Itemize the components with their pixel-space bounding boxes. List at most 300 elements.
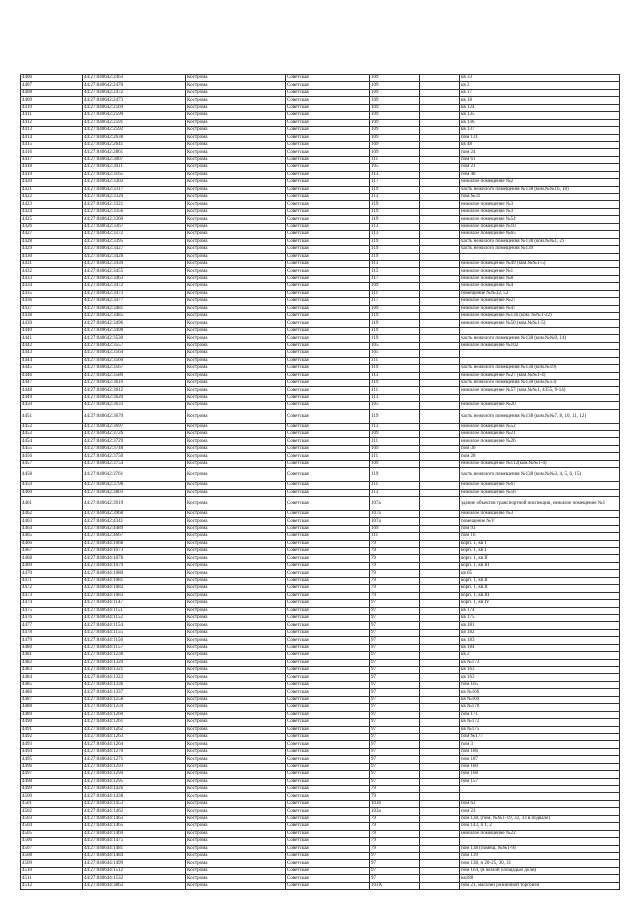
row-number-cell: 4461 — [21, 496, 83, 510]
city-cell: Кострома — [186, 562, 286, 569]
city-cell: Кострома — [186, 246, 286, 253]
empty-cell — [420, 592, 460, 599]
premises-cell — [460, 253, 620, 260]
row-number-cell: 4499 — [21, 786, 83, 793]
city-cell: Кострома — [186, 156, 286, 163]
row-number-cell: 4481 — [21, 652, 83, 659]
cadastral-number-cell: 44:27:040644:1264 — [83, 741, 186, 748]
cadastral-number-cell: 44:27:040642:3566 — [83, 357, 186, 364]
cadastral-number-cell: 44:27:040642:3367 — [83, 223, 186, 230]
cadastral-number-cell: 44:27:040642:2472 — [83, 89, 186, 96]
premises-cell: пом 23 — [460, 808, 620, 815]
empty-cell — [420, 510, 460, 517]
empty-cell — [420, 283, 460, 290]
row-number-cell: 4430 — [21, 253, 83, 260]
premises-cell: кв 136 — [460, 119, 620, 126]
street-cell: Советская — [286, 89, 370, 96]
house-number-cell: 97 — [370, 644, 420, 651]
house-number-cell: 113 — [370, 260, 420, 267]
street-cell: Советская — [286, 127, 370, 134]
table-row — [21, 793, 620, 800]
table-row — [21, 860, 620, 867]
street-cell: Советская — [286, 867, 370, 874]
row-number-cell: 4463 — [21, 518, 83, 525]
cadastral-number-cell: 44:27:040642:3481 — [83, 305, 186, 312]
empty-cell — [420, 577, 460, 584]
premises-cell: пом 61 — [460, 156, 620, 163]
street-cell: Советская — [286, 577, 370, 584]
cadastral-number-cell: 44:27:040642:3477 — [83, 298, 186, 305]
empty-cell — [420, 674, 460, 681]
row-number-cell: 4470 — [21, 570, 83, 577]
city-cell: Кострома — [186, 808, 286, 815]
city-cell: Кострома — [186, 786, 286, 793]
street-cell: Советская — [286, 629, 370, 636]
street-cell: Советская — [286, 756, 370, 763]
house-number-cell: 97 — [370, 778, 420, 785]
empty-cell — [420, 607, 460, 614]
empty-cell — [420, 156, 460, 163]
cadastral-number-cell: 44:27:040644:1481 — [83, 845, 186, 852]
cadastral-number-cell: 44:27:040642:3726 — [83, 431, 186, 438]
row-number-cell: 4510 — [21, 867, 83, 874]
house-number-cell: 109 — [370, 525, 420, 532]
house-number-cell: 119 — [370, 238, 420, 245]
empty-cell — [420, 216, 460, 223]
house-number-cell: 79 — [370, 562, 420, 569]
premises-cell: пом №177 — [460, 733, 620, 740]
table-row — [21, 622, 620, 629]
row-number-cell: 4508 — [21, 852, 83, 859]
row-number-cell: 4429 — [21, 246, 83, 253]
house-number-cell: 97 — [370, 704, 420, 711]
cadastral-number-cell: 44:27:040642:3670 — [83, 409, 186, 423]
table-row — [21, 468, 620, 482]
house-number-cell: 109 — [370, 104, 420, 111]
premises-cell: нежилое помещение №1 — [460, 268, 620, 275]
table-row — [21, 778, 620, 785]
premises-cell: пом 30 — [460, 445, 620, 452]
empty-cell — [420, 845, 460, 852]
premises-cell: нежилое помещение №10 — [460, 223, 620, 230]
house-number-cell: 79 — [370, 548, 420, 555]
house-number-cell: 79 — [370, 845, 420, 852]
street-cell: Советская — [286, 652, 370, 659]
empty-cell — [420, 800, 460, 807]
house-number-cell: 109 — [370, 283, 420, 290]
street-cell: Советская — [286, 704, 370, 711]
premises-cell: кв 18 — [460, 97, 620, 104]
house-number-cell: 97 — [370, 852, 420, 859]
cadastral-number-cell: 44:27:040642:2641 — [83, 141, 186, 148]
house-number-cell: 113 — [370, 423, 420, 430]
street-cell: Советская — [286, 313, 370, 320]
table-row — [21, 875, 620, 882]
house-number-cell: 119 — [370, 379, 420, 386]
table-row — [21, 741, 620, 748]
table-row — [21, 570, 620, 577]
empty-cell — [420, 231, 460, 238]
cadastral-number-cell: 44:27:040644:1512 — [83, 867, 186, 874]
premises-cell: пом 21, магазин розничной торговли — [460, 882, 620, 889]
empty-cell — [420, 305, 460, 312]
row-number-cell: 4483 — [21, 667, 83, 674]
cadastral-number-cell: 44:27:040642:3633 — [83, 402, 186, 409]
premises-cell: нежилое помещение №54 — [460, 216, 620, 223]
row-number-cell: 4443 — [21, 350, 83, 357]
table-row — [21, 800, 620, 807]
table-row — [21, 852, 620, 859]
empty-cell — [420, 681, 460, 688]
premises-cell: нежилое помещение №112(ком.№№1-4) — [460, 460, 620, 467]
empty-cell — [420, 830, 460, 837]
cadastral-number-cell: 44:27:040642:3610 — [83, 379, 186, 386]
row-number-cell: 4441 — [21, 335, 83, 342]
street-cell: Советская — [286, 379, 370, 386]
table-row — [21, 394, 620, 401]
table-row — [21, 350, 620, 357]
empty-cell — [420, 438, 460, 445]
house-number-cell: 109 — [370, 75, 420, 82]
city-cell: Кострома — [186, 350, 286, 357]
cadastral-number-cell: 44:27:040644:1322 — [83, 674, 186, 681]
house-number-cell: 119 — [370, 208, 420, 215]
city-cell: Кострома — [186, 365, 286, 372]
street-cell: Советская — [286, 275, 370, 282]
premises-cell: кв 182 — [460, 629, 620, 636]
premises-cell: кв 135 — [460, 112, 620, 119]
city-cell: Кострома — [186, 342, 286, 349]
street-cell: Советская — [286, 223, 370, 230]
house-number-cell: 97 — [370, 867, 420, 874]
table-row — [21, 194, 620, 201]
row-number-cell: 4475 — [21, 607, 83, 614]
cadastral-number-cell: 44:27:040642:3496 — [83, 320, 186, 327]
empty-cell — [420, 614, 460, 621]
row-number-cell: 4407 — [21, 82, 83, 89]
cadastral-number-cell: 44:27:040642:3919 — [83, 496, 186, 510]
row-number-cell: 4494 — [21, 748, 83, 755]
house-number-cell: 107а — [370, 496, 420, 510]
row-number-cell: 4492 — [21, 733, 83, 740]
city-cell: Кострома — [186, 149, 286, 156]
city-cell: Кострома — [186, 592, 286, 599]
table-row — [21, 223, 620, 230]
cadastral-number-cell: 44:27:040644:1259 — [83, 704, 186, 711]
table-row — [21, 533, 620, 540]
table-row — [21, 313, 620, 320]
cadastral-number-cell: 44:27:040644:1336 — [83, 681, 186, 688]
premises-cell: пом 93 — [460, 525, 620, 532]
city-cell: Кострома — [186, 778, 286, 785]
city-cell: Кострома — [186, 756, 286, 763]
empty-cell — [420, 600, 460, 607]
street-cell: Советская — [286, 231, 370, 238]
cadastral-number-cell: 44:27:040642:3557 — [83, 342, 186, 349]
table-row — [21, 201, 620, 208]
street-cell: Советская — [286, 845, 370, 852]
city-cell: Кострома — [186, 674, 286, 681]
table-row — [21, 748, 620, 755]
empty-cell — [420, 409, 460, 423]
table-row — [21, 275, 620, 282]
premises-cell — [460, 357, 620, 364]
empty-cell — [420, 525, 460, 532]
row-number-cell: 4477 — [21, 622, 83, 629]
empty-cell — [420, 756, 460, 763]
premises-cell: нежилое помещение №27 (ком.№№1-4) — [460, 372, 620, 379]
table-row — [21, 283, 620, 290]
row-number-cell: 4406 — [21, 75, 83, 82]
house-number-cell: 97 — [370, 667, 420, 674]
table-row — [21, 756, 620, 763]
premises-cell: кв 163 — [460, 667, 620, 674]
house-number-cell: 97 — [370, 771, 420, 778]
city-cell: Кострома — [186, 409, 286, 423]
table-row — [21, 667, 620, 674]
city-cell: Кострома — [186, 313, 286, 320]
city-cell: Кострома — [186, 748, 286, 755]
row-number-cell: 4426 — [21, 223, 83, 230]
street-cell: Советская — [286, 327, 370, 334]
cadastral-number-cell: 44:27:040642:2591 — [83, 119, 186, 126]
cadastral-number-cell: 44:27:040642:3612 — [83, 387, 186, 394]
house-number-cell: 119 — [370, 327, 420, 334]
street-cell: Советская — [286, 75, 370, 82]
street-cell: Советская — [286, 830, 370, 837]
empty-cell — [420, 838, 460, 845]
cadastral-number-cell: 44:27:040642:3007 — [83, 156, 186, 163]
empty-cell — [420, 431, 460, 438]
city-cell: Кострома — [186, 577, 286, 584]
table-row — [21, 186, 620, 193]
table-row — [21, 357, 620, 364]
row-number-cell: 4454 — [21, 438, 83, 445]
premises-cell: нежилое помещение №50 (ком.№№1-5) — [460, 320, 620, 327]
row-number-cell: 4507 — [21, 845, 83, 852]
city-cell: Кострома — [186, 652, 286, 659]
empty-cell — [420, 186, 460, 193]
house-number-cell: 79 — [370, 793, 420, 800]
city-cell: Кострома — [186, 468, 286, 482]
cadastral-number-cell: 44:27:040644:3862 — [83, 882, 186, 889]
row-number-cell: 4466 — [21, 540, 83, 547]
empty-cell — [420, 179, 460, 186]
cadastral-number-cell: 44:27:040642:3530 — [83, 335, 186, 342]
row-number-cell: 4421 — [21, 186, 83, 193]
city-cell: Кострома — [186, 141, 286, 148]
row-number-cell: 4433 — [21, 275, 83, 282]
premises-cell: пом 157 — [460, 778, 620, 785]
house-number-cell: 111 — [370, 156, 420, 163]
city-cell: Кострома — [186, 711, 286, 718]
premises-cell: нежилое помещение №21 — [460, 431, 620, 438]
empty-cell — [420, 164, 460, 171]
city-cell: Кострома — [186, 223, 286, 230]
city-cell: Кострома — [186, 394, 286, 401]
street-cell: Советская — [286, 164, 370, 171]
empty-cell — [420, 89, 460, 96]
cadastral-number-cell: 44:27:040644:1258 — [83, 696, 186, 703]
house-number-cell: 105 — [370, 342, 420, 349]
cadastral-number-cell: 44:27:040642:3564 — [83, 350, 186, 357]
house-number-cell: 113 — [370, 372, 420, 379]
table-row — [21, 733, 620, 740]
house-number-cell: 109 — [370, 127, 420, 134]
street-cell: Советская — [286, 149, 370, 156]
table-row — [21, 75, 620, 82]
street-cell: Советская — [286, 711, 370, 718]
table-row — [21, 372, 620, 379]
row-number-cell: 4460 — [21, 489, 83, 496]
cadastral-number-cell: 44:27:040642:3302 — [83, 179, 186, 186]
premises-cell: нежилое помещение №2 — [460, 179, 620, 186]
row-number-cell: 4480 — [21, 644, 83, 651]
row-number-cell: 4432 — [21, 268, 83, 275]
city-cell: Кострома — [186, 852, 286, 859]
premises-cell: кв 181 — [460, 622, 620, 629]
city-cell: Кострома — [186, 771, 286, 778]
city-cell: Кострома — [186, 75, 286, 82]
row-number-cell: 4427 — [21, 231, 83, 238]
premises-cell: нежилое помещение №56 — [460, 489, 620, 496]
cadastral-number-cell: 44:27:040644:1499 — [83, 860, 186, 867]
cadastral-number-cell: 44:27:040642:2569 — [83, 104, 186, 111]
cadastral-number-cell: 44:27:040644:1295 — [83, 778, 186, 785]
table-row — [21, 823, 620, 830]
house-number-cell: 97 — [370, 726, 420, 733]
table-row — [21, 482, 620, 489]
city-cell: Кострома — [186, 97, 286, 104]
empty-cell — [420, 223, 460, 230]
table-row — [21, 82, 620, 89]
premises-cell: нежилое помещение №20 — [460, 402, 620, 409]
house-number-cell: 115 — [370, 268, 420, 275]
cadastral-number-cell: 44:27:040642:3317 — [83, 186, 186, 193]
premises-cell: нежилое помещение №57 (ком.№№1, 4355, 9-14) — [460, 387, 620, 394]
table-row — [21, 305, 620, 312]
row-number-cell: 4489 — [21, 711, 83, 718]
house-number-cell: 119 — [370, 246, 420, 253]
row-number-cell: 4422 — [21, 194, 83, 201]
street-cell: Советская — [286, 216, 370, 223]
empty-cell — [420, 208, 460, 215]
house-number-cell: 119 — [370, 186, 420, 193]
premises-cell: кв 48 — [460, 141, 620, 148]
house-number-cell: 97 — [370, 652, 420, 659]
street-cell: Советская — [286, 793, 370, 800]
house-number-cell: 97 — [370, 607, 420, 614]
row-number-cell: 4457 — [21, 460, 83, 467]
table-row — [21, 335, 620, 342]
cadastral-number-cell: 44:27:040642:3321 — [83, 201, 186, 208]
table-row — [21, 365, 620, 372]
cadastral-number-cell: 44:27:040644:1151 — [83, 607, 186, 614]
house-number-cell: 97 — [370, 719, 420, 726]
city-cell: Кострома — [186, 741, 286, 748]
cadastral-number-cell: 44:27:040642:3439 — [83, 260, 186, 267]
row-number-cell: 4420 — [21, 179, 83, 186]
city-cell: Кострома — [186, 179, 286, 186]
house-number-cell: 113 — [370, 194, 420, 201]
cadastral-number-cell: 44:27:040644:1484 — [83, 852, 186, 859]
cadastral-number-cell: 44:27:040644:1294 — [83, 771, 186, 778]
row-number-cell: 4485 — [21, 681, 83, 688]
house-number-cell: 97 — [370, 659, 420, 666]
empty-cell — [420, 246, 460, 253]
city-cell: Кострома — [186, 423, 286, 430]
empty-cell — [420, 808, 460, 815]
table-row — [21, 585, 620, 592]
premises-cell: нежилое помещение №4 — [460, 283, 620, 290]
cadastral-number-cell: 44:27:040642:2473 — [83, 97, 186, 104]
empty-cell — [420, 489, 460, 496]
row-number-cell: 4438 — [21, 313, 83, 320]
house-number-cell: 97 — [370, 637, 420, 644]
empty-cell — [420, 149, 460, 156]
street-cell: Советская — [286, 208, 370, 215]
empty-cell — [420, 335, 460, 342]
premises-cell — [460, 793, 620, 800]
cadastral-number-cell: 44:27:040642:3498 — [83, 327, 186, 334]
street-cell: Советская — [286, 268, 370, 275]
street-cell: Советская — [286, 496, 370, 510]
table-row — [21, 402, 620, 409]
street-cell: Советская — [286, 283, 370, 290]
premises-cell: часть нежилого помещения №138 (ком.№№3, 4, 5, 6, 15) — [460, 468, 620, 482]
cadastral-number-cell: 44:27:040644:1438 — [83, 793, 186, 800]
row-number-cell: 4435 — [21, 290, 83, 297]
cadastral-number-cell: 44:27:040644:1321 — [83, 667, 186, 674]
premises-cell: корп. 1, кв IV — [460, 600, 620, 607]
table-row — [21, 431, 620, 438]
row-number-cell: 4472 — [21, 585, 83, 592]
cadastral-number-cell: 44:27:040642:3372 — [83, 231, 186, 238]
empty-cell — [420, 823, 460, 830]
cadastral-number-cell: 44:27:040642:3803 — [83, 489, 186, 496]
empty-cell — [420, 75, 460, 82]
street-cell: Советская — [286, 119, 370, 126]
cadastral-number-cell: 44:27:040644:1079 — [83, 562, 186, 569]
cadastral-number-cell: 44:27:040644:1453 — [83, 800, 186, 807]
premises-cell: часть нежилого помещения №138 (ком.№№9, 14) — [460, 335, 620, 342]
city-cell: Кострома — [186, 830, 286, 837]
house-number-cell: 97 — [370, 614, 420, 621]
cadastral-number-cell: 44:27:040644:1293 — [83, 763, 186, 770]
premises-cell: пом 3 — [460, 741, 620, 748]
house-number-cell: 113 — [370, 394, 420, 401]
table-row — [21, 711, 620, 718]
empty-cell — [420, 327, 460, 334]
row-number-cell: 4469 — [21, 562, 83, 569]
row-number-cell: 4434 — [21, 283, 83, 290]
street-cell: Советская — [286, 201, 370, 208]
house-number-cell: 111 — [370, 438, 420, 445]
empty-cell — [420, 644, 460, 651]
house-number-cell: 105 — [370, 350, 420, 357]
premises-cell: нежилое помещение №49 (ком.№№1-5) — [460, 260, 620, 267]
premises-cell: нежилое помещение №27 — [460, 298, 620, 305]
row-number-cell: 4445 — [21, 365, 83, 372]
city-cell: Кострома — [186, 372, 286, 379]
premises-cell: пом 108 — [460, 771, 620, 778]
premises-cell: пом 21 — [460, 164, 620, 171]
row-number-cell: 4462 — [21, 510, 83, 517]
city-cell: Кострома — [186, 445, 286, 452]
cadastral-number-cell: 44:27:040642:2861 — [83, 149, 186, 156]
city-cell: Кострома — [186, 268, 286, 275]
premises-cell: пом 138, (пом. №№1-19, 32, 33 в подвале) — [460, 815, 620, 822]
